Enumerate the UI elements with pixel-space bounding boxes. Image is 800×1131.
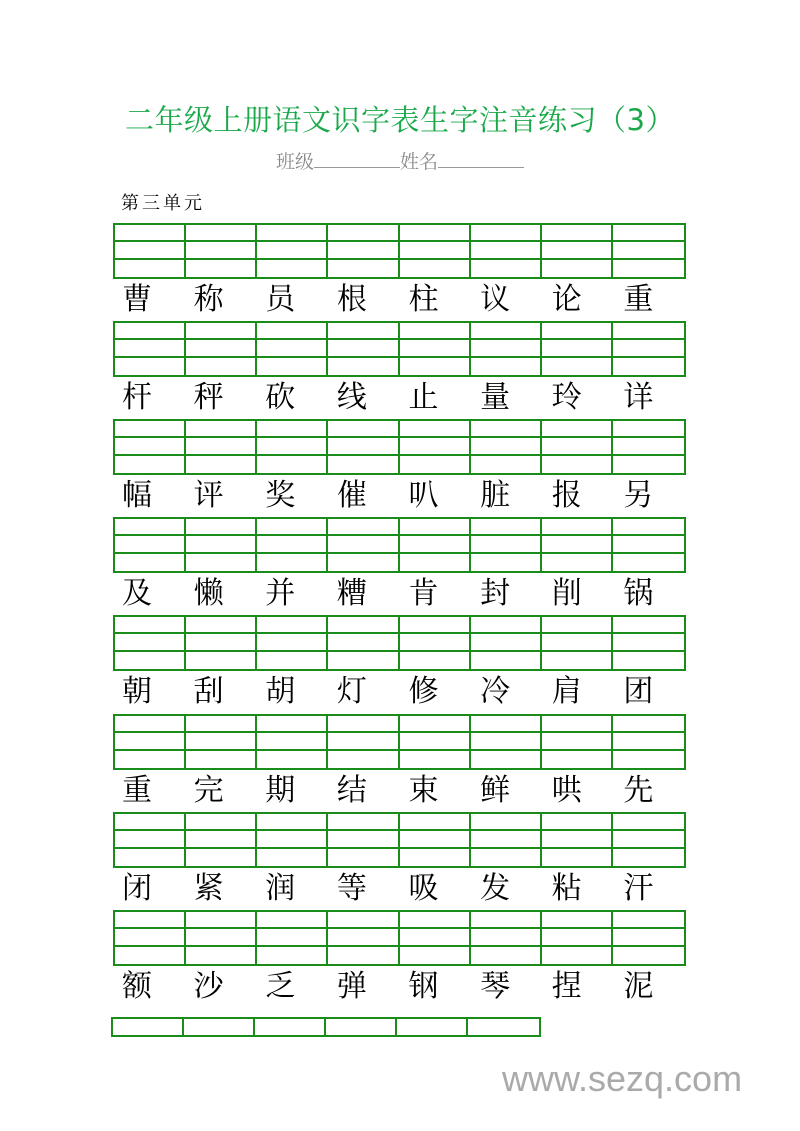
pinyin-cell[interactable] [400, 947, 471, 964]
pinyin-cell[interactable] [186, 947, 257, 964]
pinyin-cell[interactable] [115, 225, 186, 242]
pinyin-cell[interactable] [115, 849, 186, 866]
pinyin-cell[interactable] [542, 438, 613, 455]
pinyin-cell[interactable] [542, 849, 613, 866]
pinyin-cell[interactable] [613, 554, 684, 571]
pinyin-grid [113, 615, 686, 671]
pinyin-cell[interactable] [186, 225, 257, 242]
pinyin-cell[interactable] [613, 260, 684, 277]
hanzi-character: 泥 [623, 969, 654, 1004]
pinyin-cell[interactable] [471, 260, 542, 277]
hanzi-character: 钢 [408, 969, 439, 1004]
pinyin-cell[interactable] [326, 1019, 397, 1035]
pinyin-cell[interactable] [257, 438, 328, 455]
pinyin-cell[interactable] [400, 716, 471, 733]
hanzi-character: 润 [265, 871, 296, 906]
pinyin-cell[interactable] [542, 554, 613, 571]
pinyin-grid [113, 223, 686, 279]
pinyin-cell[interactable] [400, 421, 471, 438]
pinyin-cell[interactable] [257, 358, 328, 375]
hanzi-character: 懒 [193, 576, 224, 611]
hanzi-character: 详 [623, 380, 654, 415]
pinyin-cell[interactable] [613, 733, 684, 750]
pinyin-cell[interactable] [115, 242, 186, 259]
pinyin-cell[interactable] [400, 242, 471, 259]
pinyin-cell[interactable] [471, 751, 542, 768]
pinyin-cell[interactable] [613, 456, 684, 473]
pinyin-cell[interactable] [613, 438, 684, 455]
pinyin-cell[interactable] [400, 831, 471, 848]
hanzi-character: 锅 [623, 576, 654, 611]
hanzi-character: 捏 [551, 969, 582, 1004]
pinyin-cell[interactable] [328, 554, 399, 571]
hanzi-character: 汗 [623, 871, 654, 906]
pinyin-cell[interactable] [542, 733, 613, 750]
pinyin-cell[interactable] [186, 634, 257, 651]
hanzi-character: 称 [193, 282, 224, 317]
pinyin-cell[interactable] [471, 733, 542, 750]
pinyin-cell[interactable] [257, 421, 328, 438]
pinyin-cell[interactable] [257, 634, 328, 651]
pinyin-cell[interactable] [613, 947, 684, 964]
character-row [113, 969, 686, 1005]
pinyin-cell[interactable] [186, 456, 257, 473]
pinyin-cell[interactable] [257, 340, 328, 357]
pinyin-cell[interactable] [328, 751, 399, 768]
pinyin-cell[interactable] [613, 519, 684, 536]
pinyin-cell[interactable] [471, 634, 542, 651]
hanzi-character: 曹 [122, 282, 152, 317]
pinyin-cell[interactable] [468, 1019, 539, 1035]
hanzi-character: 乏 [265, 969, 296, 1004]
hanzi-character: 员 [265, 282, 296, 317]
pinyin-grid [113, 714, 686, 770]
pinyin-cell[interactable] [400, 519, 471, 536]
pinyin-cell[interactable] [115, 912, 186, 929]
hanzi-character: 重 [122, 773, 152, 808]
pinyin-cell[interactable] [471, 225, 542, 242]
hanzi-character: 脏 [480, 478, 511, 513]
pinyin-cell[interactable] [186, 536, 257, 553]
hanzi-character: 根 [336, 282, 367, 317]
pinyin-cell[interactable] [257, 929, 328, 946]
pinyin-cell[interactable] [542, 323, 613, 340]
pinyin-cell[interactable] [328, 519, 399, 536]
pinyin-cell[interactable] [257, 912, 328, 929]
pinyin-cell[interactable] [328, 716, 399, 733]
pinyin-cell[interactable] [257, 751, 328, 768]
pinyin-cell[interactable] [186, 733, 257, 750]
pinyin-cell[interactable] [400, 456, 471, 473]
pinyin-cell[interactable] [115, 260, 186, 277]
pinyin-cell[interactable] [257, 947, 328, 964]
pinyin-cell[interactable] [115, 814, 186, 831]
pinyin-cell[interactable] [471, 358, 542, 375]
pinyin-cell[interactable] [471, 849, 542, 866]
pinyin-cell[interactable] [328, 421, 399, 438]
character-row [113, 282, 686, 318]
pinyin-cell[interactable] [400, 260, 471, 277]
pinyin-cell[interactable] [471, 554, 542, 571]
pinyin-grid-extra [111, 1017, 541, 1037]
hanzi-character: 哄 [551, 773, 582, 808]
pinyin-cell[interactable] [328, 652, 399, 669]
pinyin-cell[interactable] [328, 831, 399, 848]
pinyin-cell[interactable] [471, 814, 542, 831]
pinyin-cell[interactable] [613, 814, 684, 831]
pinyin-cell[interactable] [400, 814, 471, 831]
pinyin-cell[interactable] [400, 536, 471, 553]
pinyin-cell[interactable] [542, 831, 613, 848]
pinyin-cell[interactable] [613, 634, 684, 651]
pinyin-cell[interactable] [115, 421, 186, 438]
pinyin-cell[interactable] [471, 617, 542, 634]
character-row [113, 478, 686, 514]
class-label: 班级 [275, 151, 314, 173]
hanzi-character: 肯 [408, 576, 439, 611]
hanzi-character: 额 [122, 969, 152, 1004]
hanzi-character: 冷 [480, 674, 511, 709]
pinyin-cell[interactable] [400, 358, 471, 375]
pinyin-cell[interactable] [613, 831, 684, 848]
pinyin-cell[interactable] [257, 225, 328, 242]
pinyin-cell[interactable] [186, 358, 257, 375]
pinyin-cell[interactable] [471, 340, 542, 357]
pinyin-cell[interactable] [613, 751, 684, 768]
hanzi-character: 议 [480, 282, 511, 317]
hanzi-character: 另 [623, 478, 654, 513]
pinyin-cell[interactable] [613, 536, 684, 553]
pinyin-cell[interactable] [257, 652, 328, 669]
pinyin-cell[interactable] [115, 340, 186, 357]
character-row [113, 576, 686, 612]
pinyin-cell[interactable] [257, 716, 328, 733]
pinyin-cell[interactable] [186, 260, 257, 277]
pinyin-cell[interactable] [400, 323, 471, 340]
pinyin-cell[interactable] [186, 814, 257, 831]
pinyin-cell[interactable] [257, 617, 328, 634]
pinyin-cell[interactable] [113, 1019, 184, 1035]
hanzi-character: 先 [623, 773, 654, 808]
hanzi-character: 修 [408, 674, 439, 709]
character-row [113, 674, 686, 710]
page-title: 二年级上册语文识字表生字注音练习（3） [125, 103, 675, 137]
pinyin-cell[interactable] [115, 751, 186, 768]
pinyin-cell[interactable] [613, 849, 684, 866]
pinyin-cell[interactable] [328, 912, 399, 929]
pinyin-cell[interactable] [542, 519, 613, 536]
pinyin-cell[interactable] [115, 929, 186, 946]
hanzi-character: 重 [623, 282, 654, 317]
hanzi-character: 鲜 [480, 773, 511, 808]
pinyin-cell[interactable] [400, 849, 471, 866]
pinyin-cell[interactable] [115, 519, 186, 536]
pinyin-cell[interactable] [542, 225, 613, 242]
pinyin-cell[interactable] [400, 438, 471, 455]
hanzi-character: 奖 [265, 478, 296, 513]
pinyin-grid [113, 321, 686, 377]
hanzi-character: 期 [265, 773, 296, 808]
pinyin-cell[interactable] [328, 340, 399, 357]
hanzi-character: 结 [336, 773, 367, 808]
pinyin-cell[interactable] [471, 947, 542, 964]
pinyin-cell[interactable] [328, 733, 399, 750]
pinyin-grid [113, 812, 686, 868]
pinyin-cell[interactable] [400, 617, 471, 634]
hanzi-character: 肩 [551, 674, 582, 709]
pinyin-cell[interactable] [115, 438, 186, 455]
pinyin-cell[interactable] [186, 912, 257, 929]
pinyin-grid [113, 910, 686, 966]
hanzi-character: 闭 [122, 871, 152, 906]
pinyin-cell[interactable] [115, 947, 186, 964]
hanzi-character: 胡 [265, 674, 296, 709]
pinyin-cell[interactable] [542, 929, 613, 946]
pinyin-cell[interactable] [613, 716, 684, 733]
name-label: 姓名 [400, 151, 439, 173]
pinyin-cell[interactable] [186, 323, 257, 340]
student-info [0, 147, 800, 174]
pinyin-cell[interactable] [328, 929, 399, 946]
pinyin-cell[interactable] [328, 260, 399, 277]
pinyin-cell[interactable] [186, 242, 257, 259]
pinyin-cell[interactable] [257, 260, 328, 277]
pinyin-cell[interactable] [397, 1019, 468, 1035]
pinyin-cell[interactable] [186, 421, 257, 438]
pinyin-cell[interactable] [471, 912, 542, 929]
pinyin-cell[interactable] [542, 358, 613, 375]
pinyin-cell[interactable] [328, 225, 399, 242]
pinyin-cell[interactable] [471, 831, 542, 848]
pinyin-cell[interactable] [471, 536, 542, 553]
pinyin-cell[interactable] [257, 814, 328, 831]
pinyin-cell[interactable] [471, 929, 542, 946]
character-row [113, 871, 686, 907]
pinyin-cell[interactable] [328, 947, 399, 964]
hanzi-character: 束 [408, 773, 439, 808]
hanzi-character: 论 [551, 282, 582, 317]
hanzi-character: 报 [551, 478, 582, 513]
pinyin-cell[interactable] [186, 716, 257, 733]
pinyin-cell[interactable] [471, 242, 542, 259]
pinyin-cell[interactable] [542, 242, 613, 259]
hanzi-character: 玲 [551, 380, 582, 415]
hanzi-character: 刮 [193, 674, 224, 709]
pinyin-cell[interactable] [542, 421, 613, 438]
pinyin-cell[interactable] [255, 1019, 326, 1035]
pinyin-cell[interactable] [115, 716, 186, 733]
pinyin-cell[interactable] [542, 652, 613, 669]
pinyin-cell[interactable] [613, 340, 684, 357]
pinyin-cell[interactable] [613, 929, 684, 946]
class-blank[interactable] [314, 149, 400, 168]
pinyin-cell[interactable] [257, 536, 328, 553]
pinyin-cell[interactable] [115, 554, 186, 571]
pinyin-cell[interactable] [613, 912, 684, 929]
pinyin-cell[interactable] [115, 456, 186, 473]
pinyin-grid [113, 419, 686, 475]
pinyin-cell[interactable] [471, 456, 542, 473]
pinyin-cell[interactable] [613, 323, 684, 340]
hanzi-character: 完 [193, 773, 224, 808]
hanzi-character: 柱 [408, 282, 439, 317]
hanzi-character: 削 [551, 576, 582, 611]
pinyin-cell[interactable] [400, 554, 471, 571]
hanzi-character: 琴 [480, 969, 511, 1004]
pinyin-cell[interactable] [542, 814, 613, 831]
pinyin-cell[interactable] [257, 323, 328, 340]
name-blank[interactable] [438, 149, 524, 168]
pinyin-cell[interactable] [115, 536, 186, 553]
pinyin-cell[interactable] [115, 733, 186, 750]
pinyin-cell[interactable] [471, 652, 542, 669]
pinyin-cell[interactable] [257, 733, 328, 750]
pinyin-cell[interactable] [400, 912, 471, 929]
pinyin-cell[interactable] [186, 519, 257, 536]
hanzi-character: 叭 [408, 478, 439, 513]
pinyin-cell[interactable] [613, 617, 684, 634]
pinyin-cell[interactable] [257, 831, 328, 848]
hanzi-character: 发 [480, 871, 511, 906]
pinyin-cell[interactable] [542, 340, 613, 357]
pinyin-cell[interactable] [186, 340, 257, 357]
pinyin-cell[interactable] [471, 716, 542, 733]
pinyin-cell[interactable] [471, 323, 542, 340]
hanzi-character: 止 [408, 380, 439, 415]
pinyin-cell[interactable] [542, 716, 613, 733]
hanzi-character: 粘 [551, 871, 582, 906]
pinyin-cell[interactable] [471, 421, 542, 438]
pinyin-cell[interactable] [328, 849, 399, 866]
hanzi-character: 灯 [336, 674, 367, 709]
pinyin-cell[interactable] [613, 242, 684, 259]
pinyin-cell[interactable] [400, 340, 471, 357]
pinyin-cell[interactable] [257, 849, 328, 866]
hanzi-character: 紧 [193, 871, 224, 906]
pinyin-cell[interactable] [328, 358, 399, 375]
pinyin-cell[interactable] [400, 733, 471, 750]
pinyin-cell[interactable] [400, 751, 471, 768]
pinyin-cell[interactable] [257, 519, 328, 536]
pinyin-cell[interactable] [115, 617, 186, 634]
pinyin-cell[interactable] [328, 634, 399, 651]
hanzi-character: 催 [336, 478, 367, 513]
pinyin-cell[interactable] [542, 617, 613, 634]
pinyin-cell[interactable] [328, 438, 399, 455]
pinyin-cell[interactable] [471, 438, 542, 455]
pinyin-cell[interactable] [186, 929, 257, 946]
pinyin-cell[interactable] [186, 751, 257, 768]
hanzi-character: 朝 [122, 674, 152, 709]
pinyin-cell[interactable] [328, 456, 399, 473]
pinyin-cell[interactable] [400, 225, 471, 242]
pinyin-cell[interactable] [613, 652, 684, 669]
pinyin-grid [113, 517, 686, 573]
pinyin-cell[interactable] [400, 929, 471, 946]
hanzi-character: 秤 [193, 380, 224, 415]
pinyin-cell[interactable] [613, 358, 684, 375]
watermark: www.sezq.com [502, 1058, 743, 1099]
pinyin-cell[interactable] [115, 831, 186, 848]
pinyin-cell[interactable] [400, 652, 471, 669]
pinyin-cell[interactable] [328, 617, 399, 634]
pinyin-cell[interactable] [115, 634, 186, 651]
pinyin-cell[interactable] [328, 536, 399, 553]
pinyin-cell[interactable] [542, 947, 613, 964]
pinyin-cell[interactable] [542, 260, 613, 277]
pinyin-cell[interactable] [186, 438, 257, 455]
pinyin-cell[interactable] [257, 456, 328, 473]
hanzi-character: 沙 [193, 969, 224, 1004]
pinyin-cell[interactable] [542, 536, 613, 553]
pinyin-cell[interactable] [613, 225, 684, 242]
pinyin-cell[interactable] [328, 814, 399, 831]
unit-heading: 第三单元 [121, 193, 205, 214]
pinyin-cell[interactable] [184, 1019, 255, 1035]
pinyin-cell[interactable] [471, 519, 542, 536]
character-row [113, 380, 686, 416]
pinyin-cell[interactable] [328, 323, 399, 340]
hanzi-character: 封 [480, 576, 511, 611]
pinyin-cell[interactable] [542, 634, 613, 651]
pinyin-cell[interactable] [542, 912, 613, 929]
pinyin-cell[interactable] [186, 652, 257, 669]
hanzi-character: 吸 [408, 871, 439, 906]
pinyin-cell[interactable] [115, 323, 186, 340]
hanzi-character: 等 [336, 871, 367, 906]
hanzi-character: 团 [623, 674, 654, 709]
pinyin-cell[interactable] [613, 421, 684, 438]
pinyin-cell[interactable] [115, 358, 186, 375]
pinyin-cell[interactable] [186, 554, 257, 571]
pinyin-cell[interactable] [186, 831, 257, 848]
hanzi-character: 及 [122, 576, 152, 611]
pinyin-cell[interactable] [542, 456, 613, 473]
hanzi-character: 并 [265, 576, 296, 611]
pinyin-cell[interactable] [115, 652, 186, 669]
pinyin-cell[interactable] [186, 617, 257, 634]
hanzi-character: 量 [480, 380, 511, 415]
pinyin-cell[interactable] [257, 554, 328, 571]
pinyin-cell[interactable] [328, 242, 399, 259]
hanzi-character: 糟 [336, 576, 367, 611]
character-row [113, 773, 686, 809]
hanzi-character: 评 [193, 478, 224, 513]
hanzi-character: 杆 [122, 380, 152, 415]
pinyin-cell[interactable] [400, 634, 471, 651]
pinyin-cell[interactable] [186, 849, 257, 866]
hanzi-character: 砍 [265, 380, 296, 415]
pinyin-cell[interactable] [257, 242, 328, 259]
pinyin-cell[interactable] [542, 751, 613, 768]
hanzi-character: 线 [336, 380, 367, 415]
hanzi-character: 弹 [336, 969, 367, 1004]
hanzi-character: 幅 [122, 478, 152, 513]
